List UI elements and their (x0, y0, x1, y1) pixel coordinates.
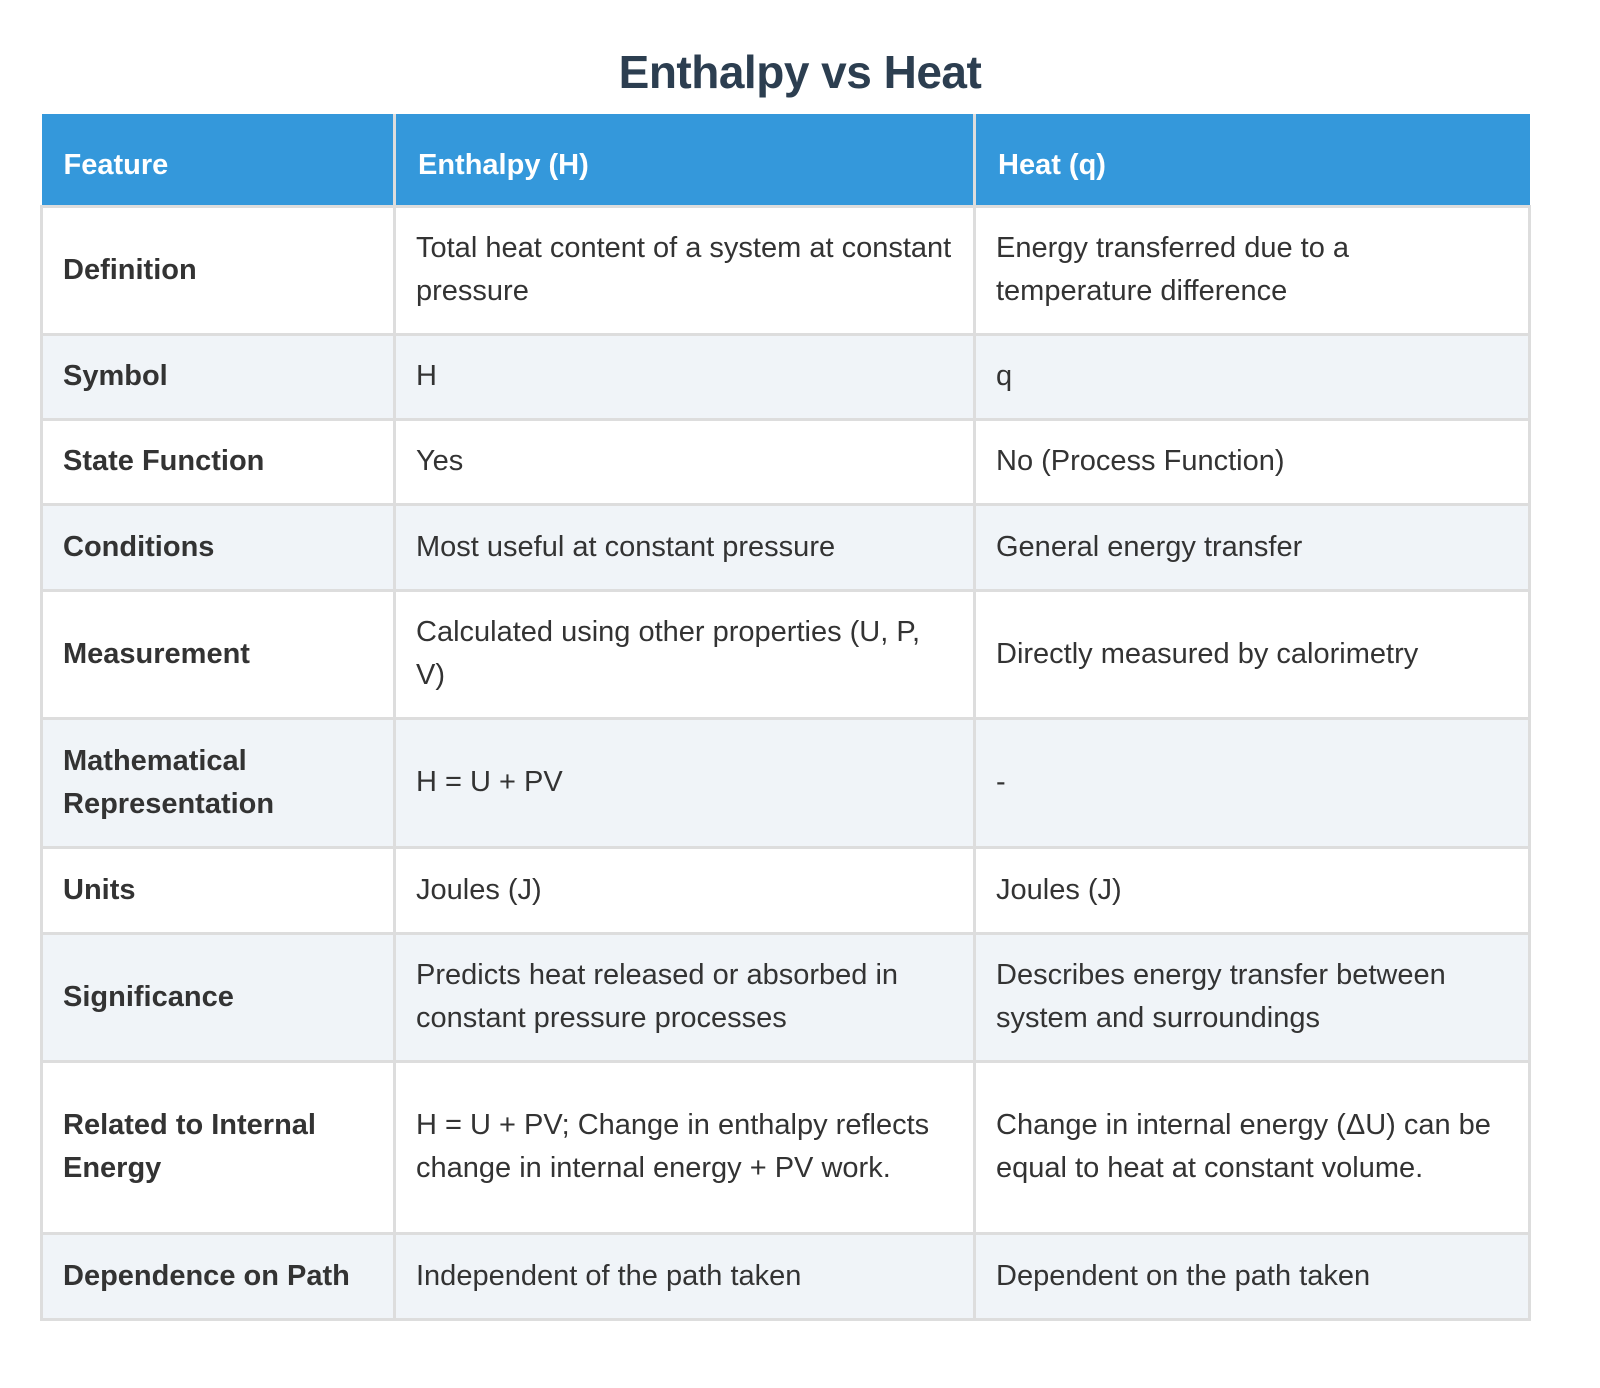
feature-cell: Mathematical Representation (42, 718, 395, 847)
heat-cell: Energy transferred due to a temperature difference (975, 206, 1530, 334)
table-row (42, 1061, 1530, 1233)
feature-cell: Conditions (42, 504, 395, 590)
header-feature: Feature (42, 114, 395, 206)
enthalpy-cell: Most useful at constant pressure (395, 504, 975, 590)
heat-cell: Describes energy transfer between system and surroundings (975, 933, 1530, 1061)
feature-cell: Definition (42, 206, 395, 334)
enthalpy-cell: H (395, 334, 975, 419)
heat-cell: Dependent on the path taken (975, 1233, 1530, 1319)
enthalpy-cell: Calculated using other properties (U, P, V) (395, 590, 975, 718)
enthalpy-cell: H = U + PV; Change in enthalpy reflects change in internal energy + PV work. (395, 1061, 975, 1233)
header-row (42, 114, 1530, 206)
table-row (42, 206, 1530, 334)
enthalpy-cell: Yes (395, 419, 975, 504)
table-row (42, 504, 1530, 590)
heat-cell: - (975, 718, 1530, 847)
table-row (42, 847, 1530, 933)
table-header (42, 114, 1530, 206)
heat-cell: Directly measured by calorimetry (975, 590, 1530, 718)
table-row (42, 334, 1530, 419)
enthalpy-cell: Joules (J) (395, 847, 975, 933)
heat-cell: Joules (J) (975, 847, 1530, 933)
page-title: Enthalpy vs Heat (618, 46, 982, 98)
table-body (42, 206, 1530, 1319)
table-row (42, 590, 1530, 718)
comparison-table (40, 114, 1531, 1321)
header-heat: Heat (q) (975, 114, 1530, 206)
feature-cell: Significance (42, 933, 395, 1061)
feature-cell: Symbol (42, 334, 395, 419)
feature-cell: Measurement (42, 590, 395, 718)
feature-cell: Related to Internal Energy (42, 1061, 395, 1233)
table-row (42, 1233, 1530, 1319)
feature-cell: State Function (42, 419, 395, 504)
table-row (42, 933, 1530, 1061)
comparison-table-container (40, 114, 1528, 1321)
enthalpy-cell: Independent of the path taken (395, 1233, 975, 1319)
table-row (42, 718, 1530, 847)
heat-cell: General energy transfer (975, 504, 1530, 590)
heat-cell: No (Process Function) (975, 419, 1530, 504)
feature-cell: Units (42, 847, 395, 933)
heat-cell: q (975, 334, 1530, 419)
feature-cell: Dependence on Path (42, 1233, 395, 1319)
table-row (42, 419, 1530, 504)
header-enthalpy: Enthalpy (H) (395, 114, 975, 206)
enthalpy-cell: Predicts heat released or absorbed in constant pressure processes (395, 933, 975, 1061)
enthalpy-cell: Total heat content of a system at constant pressure (395, 206, 975, 334)
enthalpy-cell: H = U + PV (395, 718, 975, 847)
heat-cell: Change in internal energy (ΔU) can be equal to heat at constant volume. (975, 1061, 1530, 1233)
